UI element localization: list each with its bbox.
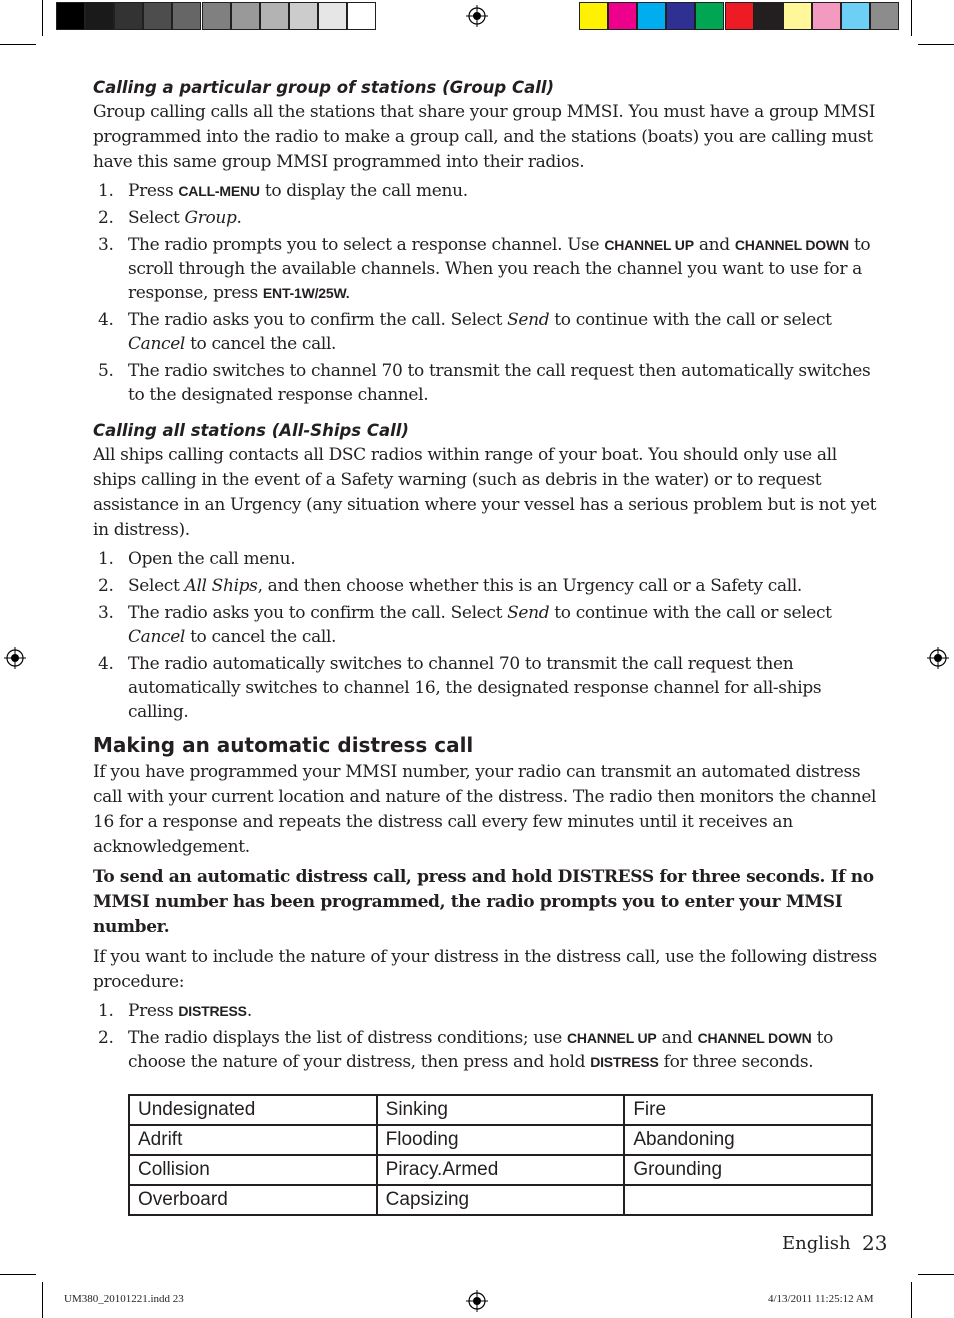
color-swatch [695,2,724,30]
list-item: 2. The radio displays the list of distress conditions; use CHANNEL UP and CHANNEL DOWN to choose the nature of your distress, then press and hold DISTRESS for three seconds. [98,1028,833,1072]
color-swatch [783,2,812,30]
crop-mark [0,44,36,45]
table-cell: Grounding [624,1155,872,1185]
table-row [129,1095,872,1125]
distress-bold-note: To send an automatic distress call, press and hold DISTRESS for three seconds. If no MMSI number has been programmed, the radio prompts you to enter your MMSI number. [93,867,874,937]
gray-swatch [318,2,347,30]
key-label: CHANNEL DOWN [734,237,849,253]
crop-mark [911,0,912,36]
distress-intro: If you have programmed your MMSI number, your radio can transmit an automated distress call with your current location and nature of the distress. The radio then monitors the channel 16 for a response and repeats the distress call every few minutes until it receives an acknowledgement. [93,762,877,857]
gray-swatch [85,2,114,30]
crop-mark [918,44,954,45]
color-swatch [725,2,754,30]
table-cell: Abandoning [624,1125,872,1155]
crop-mark [42,1282,43,1318]
table-cell: Sinking [377,1095,625,1125]
gray-swatch [143,2,172,30]
slug-timestamp: 4/13/2011 11:25:12 AM [768,1293,874,1305]
group-call-intro: Group calling calls all the stations that share your group MMSI. You must have a group MMSI programmed into the radio to make a group call, and the stations (boats) you are calling must have this same group MMSI programmed into their radios. [93,102,876,172]
table-cell: Overboard [129,1185,377,1215]
registration-mark-icon [466,5,488,27]
registration-mark-icon [927,647,949,669]
all-ships-intro: All ships calling contacts all DSC radios within range of your boat. You should only use all ships calling in the event of a Safety warning (such as debris in the water) or to request assistance in an Urgency (any situation where your vessel has a serious problem but is not yet in distress). [93,445,877,540]
crop-mark [0,1274,36,1275]
list-item: 1. Press DISTRESS. [98,1001,252,1021]
key-label: CHANNEL DOWN [697,1030,812,1046]
distress-steps [93,999,883,1074]
color-swatch [754,2,783,30]
footer-language: English [782,1233,851,1254]
page-content [93,76,883,1077]
table-row [129,1125,872,1155]
group-call-steps [93,179,883,407]
list-item: 4. The radio asks you to confirm the call. Select Send to continue with the call or select Cancel to cancel the call. [98,310,832,354]
table-cell: Undesignated [129,1095,377,1125]
table-cell: Capsizing [377,1185,625,1215]
gray-swatch [347,2,376,30]
key-label: DISTRESS [590,1054,659,1070]
table-cell: Fire [624,1095,872,1125]
page-number: 23 [862,1231,888,1255]
gray-swatch [231,2,260,30]
gray-swatch [172,2,201,30]
gray-swatch [114,2,143,30]
slug-file-info: UM380_20101221.indd 23 [64,1293,184,1305]
distress-nature-intro: If you want to include the nature of your distress in the distress call, use the following distress procedure: [93,947,877,992]
table-cell: Collision [129,1155,377,1185]
color-swatch [841,2,870,30]
table-cell [624,1185,872,1215]
list-item: 1. Press CALL-MENU to display the call menu. [98,181,468,201]
key-label: CALL-MENU [178,183,260,199]
distress-heading: Making an automatic distress call [93,733,474,757]
list-item: 4. The radio automatically switches to channel 70 to transmit the call request then automatically switches to channel 16, the designated response channel for all-ships calling. [98,654,822,722]
table-cell: Piracy.Armed [377,1155,625,1185]
gray-swatch [202,2,231,30]
list-item: 2. Select Group. [98,208,242,228]
key-label: ENT-1W/25W. [262,285,350,301]
list-item: 3. The radio prompts you to select a response channel. Use CHANNEL UP and CHANNEL DOWN to scroll through the available channels. When you reach the channel you want to use for a response, press ENT-1W/25W. [98,235,871,303]
color-swatch [637,2,666,30]
list-item: 5. The radio switches to channel 70 to transmit the call request then automatically switches to the designated response channel. [98,361,871,405]
all-ships-steps [93,547,883,724]
color-swatch [870,2,899,30]
all-ships-title: Calling all stations (All-Ships Call) [93,421,409,440]
key-label: DISTRESS [178,1003,247,1019]
table-cell: Adrift [129,1125,377,1155]
gray-swatch [260,2,289,30]
gray-swatch [56,2,85,30]
gray-swatch [289,2,318,30]
color-swatch [579,2,608,30]
table-row [129,1185,872,1215]
distress-conditions-table [128,1094,873,1216]
crop-mark [911,1282,912,1318]
color-swatch [608,2,637,30]
key-label: CHANNEL UP [604,237,694,253]
group-call-title: Calling a particular group of stations (Group Call) [93,78,555,97]
crop-mark [42,0,43,36]
color-swatch [666,2,695,30]
table-cell: Flooding [377,1125,625,1155]
table-row [129,1155,872,1185]
color-swatch [812,2,841,30]
list-item: 3. The radio asks you to confirm the call. Select Send to continue with the call or select Cancel to cancel the call. [98,603,832,647]
list-item: 2. Select All Ships, and then choose whether this is an Urgency call or a Safety call. [98,576,802,596]
registration-mark-icon [4,647,26,669]
registration-mark-icon [466,1290,488,1312]
key-label: CHANNEL UP [567,1030,657,1046]
list-item: 1. Open the call menu. [98,549,296,569]
crop-mark [918,1274,954,1275]
